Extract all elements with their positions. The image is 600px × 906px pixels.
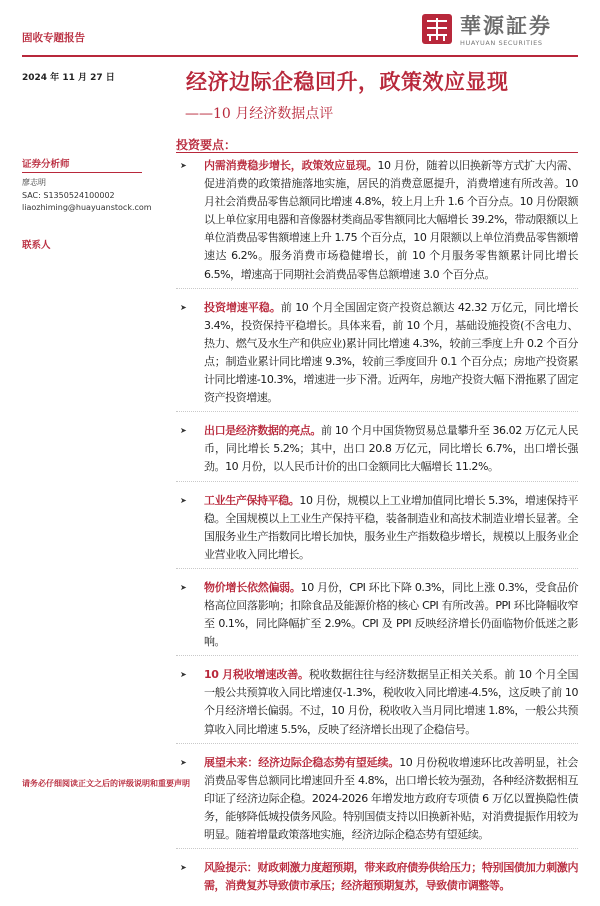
page-subtitle: ——10 月经济数据点评 [185, 106, 334, 122]
key-point-keyword: 投资增速平稳。 [204, 300, 281, 314]
report-date: 2024 年 11 月 27 日 [22, 73, 115, 83]
key-point-keyword: 10 月税收增速改善。 [204, 668, 309, 682]
analyst-divider [22, 172, 142, 173]
analyst-name: 廖志明 [22, 178, 46, 187]
analyst-heading: 证券分析师 [22, 159, 70, 170]
report-type-label: 固收专题报告 [22, 32, 85, 44]
page-title: 经济边际企稳回升，政策效应显现 [186, 69, 509, 94]
analyst-sac: SAC: S1350524100002 [22, 190, 115, 200]
analyst-info [22, 177, 162, 215]
bullet-arrow-icon: ➤ [180, 582, 187, 592]
key-points-divider [176, 152, 578, 153]
key-point-text: 10 月份，随着以旧换新等方式扩大内需、促进消费的政策措施落地实施，居民的消费意愿提升，消费增速有所改善。10 月社会消费品零售总额同比增速 4.8%，较上月上升 1.6 个百分点。10 月份限额以上单位家用电器和音像器材类商品零售额同比大幅增长 39.2%，带动限额以上单位消费品零售额增速上升 1.75 个百分点，10 月限额以上单位消费品零售额增速达 6.2%。服务消费市场稳健增长，前 10 个月服务零售额累计同比增长 6.5%，增速高于同期社会消费品零售总额增速 3.0 个百分点。 [204, 159, 578, 281]
contact-heading: 联系人 [22, 239, 51, 251]
key-point-text: 税收数据往往与经济数据呈正相关关系。前 10 个月全国一般公共预算收入同比增速仅-1.3%，税收收入同比增速-4.5%，这反映了前 10 个月经济增长偏弱。不过，10 月份，税收收入当月同比增速 1.8%，一般公共预算收入同比增速 5.5%，反映了经济增长出现了企稳信号。 [204, 668, 578, 736]
sidebar [22, 150, 162, 251]
key-points-list [176, 154, 578, 906]
key-point-text: 前 10 个月中国货物贸易总量攀升至 36.02 万亿元人民币，同比增长 5.2%；其中，出口 20.8 万亿元，同比增长 6.7%，出口增长强劲。10 月份，以人民币计价的出口金额同比大幅增长 11.2%。 [204, 424, 578, 474]
risk-warning-item [176, 856, 578, 899]
bullet-arrow-icon: ➤ [180, 495, 187, 505]
risk-warning-keyword: 风险提示： [204, 861, 258, 875]
analyst-email[interactable]: liaozhiming@huayuanstock.com [22, 203, 152, 212]
company-logo [422, 10, 572, 58]
key-point-keyword: 物价增长依然偏弱。 [204, 580, 301, 594]
bullet-arrow-icon: ➤ [180, 161, 187, 170]
bullet-arrow-icon: ➤ [180, 670, 187, 680]
logo-name: 華源証券 [460, 13, 552, 38]
key-point-item [176, 576, 578, 656]
key-point-item [176, 419, 578, 481]
bullet-arrow-icon: ➤ [180, 426, 187, 436]
key-point-text: 10 月份税收增速环比改善明显，社会消费品零售总额同比增速回升至 4.8%，出口增长较为强劲，各种经济数据相互印证了经济边际企稳。2024-2026 年增发地方政府专项债 6 万亿以置换隐性债务，能够降低城投债务风险。特别国债支持以旧换新补贴，对消费提振作用较为明显。随着增量政策落地实施，经济边际企稳态势有望延续。 [204, 755, 578, 841]
key-point-keyword: 工业生产保持平稳。 [204, 493, 300, 507]
key-point-text: 前 10 个月全国固定资产投资总额达 42.32 万亿元，同比增长 3.4%，投资保持平稳增长。具体来看，前 10 个月，基础设施投资(不含电力、热力、燃气及水生产和供应业)累计同比增速 4.3%，较前三季度上升 0.2 个百分点；制造业累计同比增速 9.3%，较前三季度回升 0.1 个百分点；房地产投资累计同比增速-10.3%，增速进一步下滑。近两年，房地产投资大幅下滑拖累了固定资产投资增速。 [204, 300, 578, 405]
bullet-arrow-icon: ➤ [180, 757, 187, 767]
footer-disclaimer: 请务必仔细阅读正文之后的评级说明和重要声明 [22, 779, 190, 788]
key-point-item [176, 296, 578, 413]
logo-english-name: HUAYUAN SECURITIES [460, 39, 543, 47]
key-point-item [176, 751, 578, 849]
risk-warning-text: 财政刺激力度超预期，带来政府债券供给压力；特别国债加力刺激内需，消费复苏导致债市承压；经济超预期复苏，导致债市调整等。 [204, 861, 579, 893]
key-point-item [176, 489, 578, 569]
key-point-keyword: 出口是经济数据的亮点。 [204, 424, 322, 438]
key-point-item [176, 663, 578, 743]
header-divider [22, 55, 578, 57]
key-point-item [176, 154, 578, 289]
bullet-arrow-icon: ➤ [180, 863, 187, 873]
key-point-text: 10 月份，CPI 环比下降 0.3%，同比上涨 0.3%，受食品价格高位回落影响；扣除食品及能源价格的核心 CPI 有所改善。PPI 环比降幅收窄至 0.1%，同比降幅扩至 2.9%。CPI 及 PPI 反映经济增长仍面临物价低迷之影响。 [204, 580, 578, 649]
key-point-text: 10 月份，规模以上工业增加值同比增长 5.3%，增速保持平稳。全国规模以上工业生产保持平稳，装备制造业和高技术制造业增长显著。全国服务业生产指数同比增长加快，服务业生产指数稳步增长，规模以上服务业企业营业收入同比增长。 [204, 493, 578, 561]
key-point-keyword: 内需消费稳步增长，政策效应显现。 [204, 159, 378, 172]
bullet-arrow-icon: ➤ [180, 302, 187, 312]
logo-seal-icon [422, 14, 452, 44]
key-point-keyword: 展望未来：经济边际企稳态势有望延续。 [204, 755, 400, 769]
key-points-heading: 投资要点： [176, 138, 237, 152]
